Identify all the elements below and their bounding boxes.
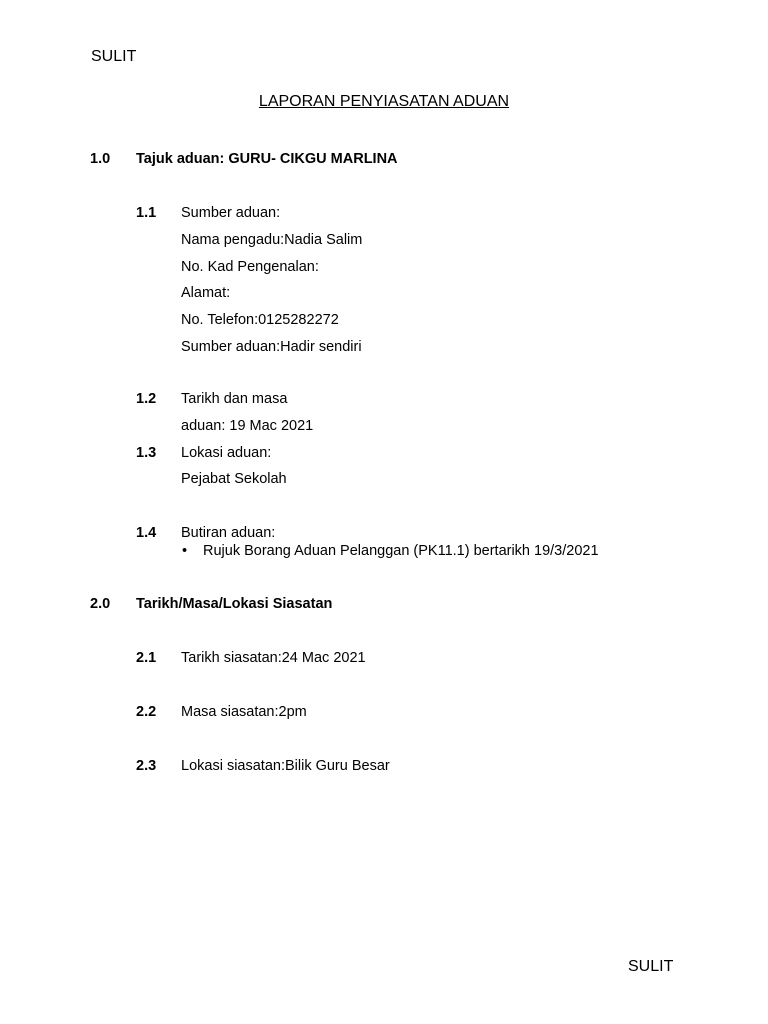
complaint-datetime-value: aduan: 19 Mac 2021 [181,418,314,434]
phone-number: No. Telefon:0125282272 [181,312,339,328]
subsection-2-1-number: 2.1 [136,650,157,666]
complaint-source-label: Sumber aduan: [181,205,281,221]
investigation-date: Tarikh siasatan:24 Mac 2021 [181,650,366,666]
id-card-number: No. Kad Pengenalan: [181,259,319,275]
subsection-2-2-number: 2.2 [136,704,157,720]
investigation-location: Lokasi siasatan:Bilik Guru Besar [181,758,390,774]
complainant-name: Nama pengadu:Nadia Salim [181,232,363,248]
subsection-2-3-number: 2.3 [136,758,157,774]
subsection-1-1-number: 1.1 [136,205,157,221]
section-1-heading: Tajuk aduan: GURU- CIKGU MARLINA [136,151,398,167]
complaint-details-label: Butiran aduan: [181,525,276,541]
subsection-1-4-number: 1.4 [136,525,157,541]
complaint-details-item: Rujuk Borang Aduan Pelanggan (PK11.1) bertarikh 19/3/2021 [203,543,599,559]
section-2-number: 2.0 [90,596,111,612]
footer-classification: SULIT [628,958,674,975]
section-1-number: 1.0 [90,151,111,167]
investigation-time: Masa siasatan:2pm [181,704,307,720]
complaint-location-label: Lokasi aduan: [181,445,272,461]
subsection-1-2-number: 1.2 [136,391,157,407]
section-2-heading: Tarikh/Masa/Lokasi Siasatan [136,596,333,612]
subsection-1-3-number: 1.3 [136,445,157,461]
document-title: LAPORAN PENYIASATAN ADUAN [258,93,510,110]
complaint-location-value: Pejabat Sekolah [181,471,287,487]
address: Alamat: [181,285,231,301]
header-classification: SULIT [91,48,137,65]
bullet-icon: • [182,543,188,559]
complaint-source-method: Sumber aduan:Hadir sendiri [181,339,362,355]
complaint-datetime-label: Tarikh dan masa [181,391,288,407]
